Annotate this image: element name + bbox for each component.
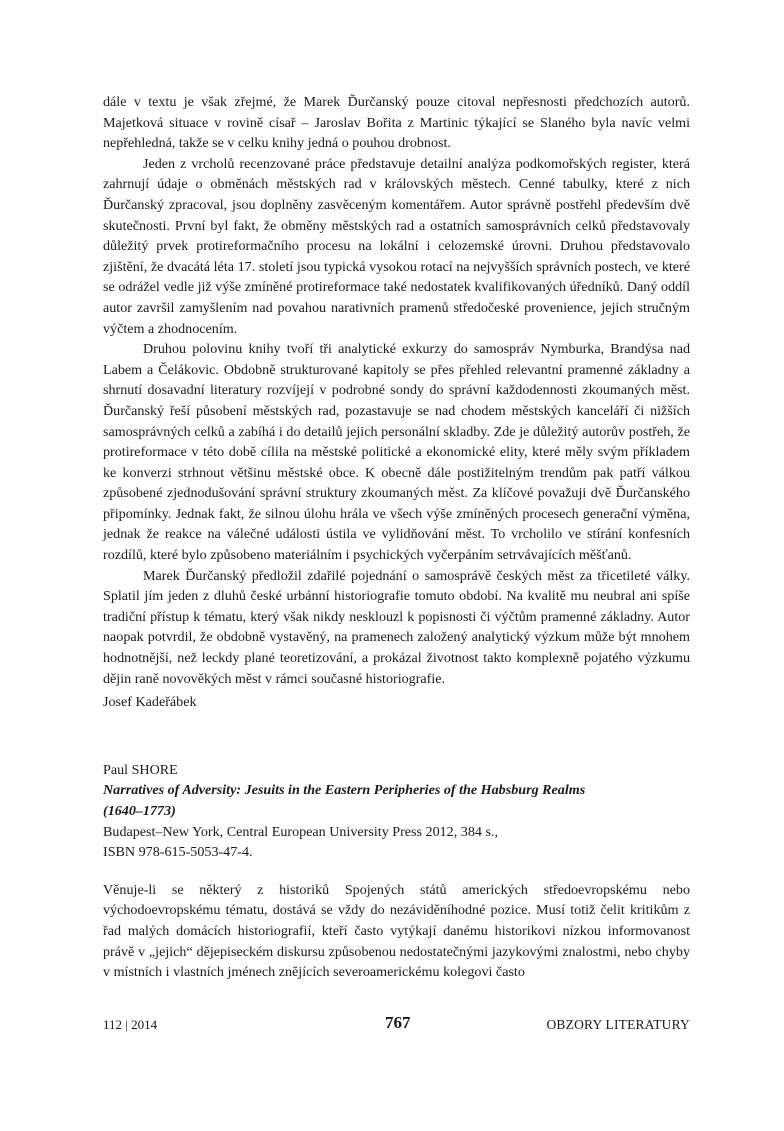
review-book-publisher: Budapest–New York, Central European University Press 2012, 384 s., <box>103 823 498 840</box>
review-header <box>103 760 690 863</box>
review-book-dates: (1640–1773) <box>103 803 176 819</box>
page-footer <box>103 1013 690 1043</box>
review-book-author: Paul SHORE <box>103 761 178 778</box>
body-paragraph-2: Jeden z vrcholů recenzované práce představuje detailní analýza podkomořských register, která zahrnují údaje o obměnách městských rad v královských městech. Cenné tabulky, které z nich Ďurčanský zpracoval, jsou doplněny zasvěceným komentářem. Autor správně postřehl především dvě skutečnosti. První byl fakt, že obměny městských rad a ostatních samosprávních celků představovaly důležitý prvek protireformačního procesu na lokální i celozemské úrovni. Druhou představovalo zjištění, že dvacátá léta 17. století jsou typická vysokou rotací na nejvyšších správních postech, ve které se odrážel vedle již výše zmíněné protireformace také nedostatek kvalifikovaných úředníků. Daný oddíl autor završil zamyšlením nad povahou narativních pramenů středočeské provenience, jejich stručným výčtem a zhodnocením. <box>103 155 690 337</box>
footer-page-number: 767 <box>385 1013 411 1032</box>
footer-journal-name: OBZORY LITERATURY <box>546 1017 690 1032</box>
review-paragraph-1: Věnuje-li se některý z historiků Spojených států amerických středoevropskému nebo východoevropskému tématu, dostává se vždy do nezáviděníhodné pozice. Musí totiž čelit kritikům z řad malých domácích historiografií, kteří často vytýkají danému historikovi nízkou informovanost právě v „jejich“ dějepiseckém diskursu způsobenou nedostatečnými jazykovými znalostmi, nebo chyby v místních i vlastních jménech znějících severoamerickému kolegovi často <box>103 881 690 981</box>
review-signature: Josef Kadeřábek <box>103 694 197 711</box>
footer-issue: 112 | 2014 <box>103 1017 158 1032</box>
review-book-isbn: ISBN 978-615-5053-47-4. <box>103 844 253 861</box>
body-paragraph-3: Druhou polovinu knihy tvoří tři analytické exkurzy do samospráv Nymburka, Brandýsa nad Labem a Čelákovic. Obdobně strukturované kapitoly se přes přehled relevantní pramenné základny a shrnutí dosavadní literatury rozvíjejí v podrobné sondy do správní každodennosti zkoumaných měst. Ďurčanský řeší působení městských rad, pozastavuje se nad chodem městských kanceláří či nižších samosprávných celků a zabíhá i do detailů jejich personální skladby. Zde je důležitý autorův postřeh, že protireformace v této době cílila na městské politické a ekonomické elity, které měly svým příkladem ke konverzi strhnout většinu městské obce. K obecně dále postižitelným trendům pak patří válkou způsobené zjednodušování správní struktury zkoumaných měst. Za klíčové považuji dvě Ďurčanského připomínky. Jednak fakt, že silnou úlohu hrála ve všech výše zmíněných procesech generační výměna, jednak že reakce na válečné události ústila ve vylidňování měst. To vrcholilo ve stírání konfesních rozdílů, které bylo způsobeno materiálním i psychických vyčerpáním setrvávajících měšťanů. <box>103 341 690 564</box>
body-paragraph-1: dále v textu je však zřejmé, že Marek Ďurčanský pouze citoval nepřesnosti předchozích autorů. Majetková situace v rovině císař – Jaroslav Bořita z Martinic týkající se Slaného byla navíc velmi nepřehledná, takže se v celku knihy jedná o pouhou drobnost. <box>103 94 690 152</box>
page-content <box>103 92 690 983</box>
body-paragraph-4: Marek Ďurčanský předložil zdařilé pojednání o samosprávě českých měst za třicetileté války. Splatil jím jeden z dluhů české urbánní historiografie tomuto období. Na kvalitě mu neubral ani spíše tradiční přístup k tématu, který však nikdy nesklouzl k popisnosti či výčtům pramenné základny. Autor naopak potvrdil, že obdobně vystavěný, na pramenech založený analytický výzkum může být mnohem hodnotnější, než leckdy plané teoretizování, a prokázal životnost takto komplexně pojatého výzkumu dějin raně novověkých měst v rámci současné historiografie. <box>103 567 690 687</box>
review-book-title: Narratives of Adversity: Jesuits in the Eastern Peripheries of the Habsburg Realms <box>103 782 586 799</box>
